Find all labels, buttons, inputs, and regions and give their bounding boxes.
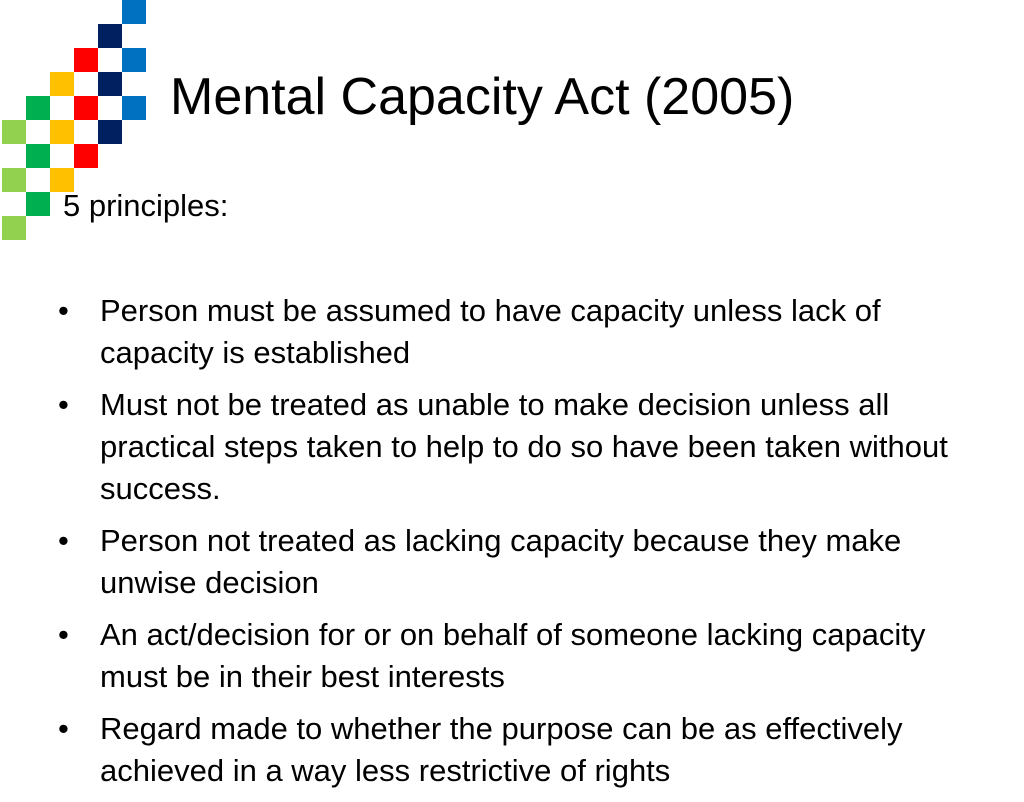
bullet-icon: • bbox=[58, 711, 69, 746]
logo-square bbox=[50, 72, 74, 96]
list-item-text: An act/decision for or on behalf of someone lacking capacity must be in their best interests bbox=[100, 617, 926, 694]
logo-square bbox=[2, 216, 26, 240]
logo-square bbox=[50, 120, 74, 144]
logo-square bbox=[98, 120, 122, 144]
logo-square bbox=[122, 48, 146, 72]
list-item bbox=[58, 290, 978, 374]
logo-square bbox=[2, 120, 26, 144]
list-item bbox=[58, 384, 978, 510]
logo-square bbox=[74, 48, 98, 72]
logo-square bbox=[26, 192, 50, 216]
list-item-text: Person must be assumed to have capacity unless lack of capacity is established bbox=[100, 293, 881, 370]
principles-intro: 5 principles: bbox=[63, 188, 229, 223]
list-item-text: Regard made to whether the purpose can be as effectively achieved in a way less restrictive of rights bbox=[100, 711, 903, 788]
slide-title: Mental Capacity Act (2005) bbox=[170, 68, 795, 126]
logo-square bbox=[98, 24, 122, 48]
list-item-text: Must not be treated as unable to make decision unless all practical steps taken to help to do so have been taken without success. bbox=[100, 387, 948, 506]
logo-square bbox=[122, 96, 146, 120]
logo-square bbox=[74, 96, 98, 120]
logo-square bbox=[2, 168, 26, 192]
logo-square bbox=[26, 144, 50, 168]
list-item bbox=[58, 708, 978, 792]
logo-square bbox=[74, 144, 98, 168]
list-item-text: Person not treated as lacking capacity because they make unwise decision bbox=[100, 523, 902, 600]
logo-square bbox=[122, 0, 146, 24]
bullet-icon: • bbox=[58, 387, 69, 422]
logo-square bbox=[26, 96, 50, 120]
bullet-icon: • bbox=[58, 293, 69, 328]
bullet-icon: • bbox=[58, 617, 69, 652]
bullet-icon: • bbox=[58, 523, 69, 558]
logo-square bbox=[98, 72, 122, 96]
list-item bbox=[58, 520, 978, 604]
list-item bbox=[58, 614, 978, 698]
principles-list bbox=[58, 290, 978, 802]
